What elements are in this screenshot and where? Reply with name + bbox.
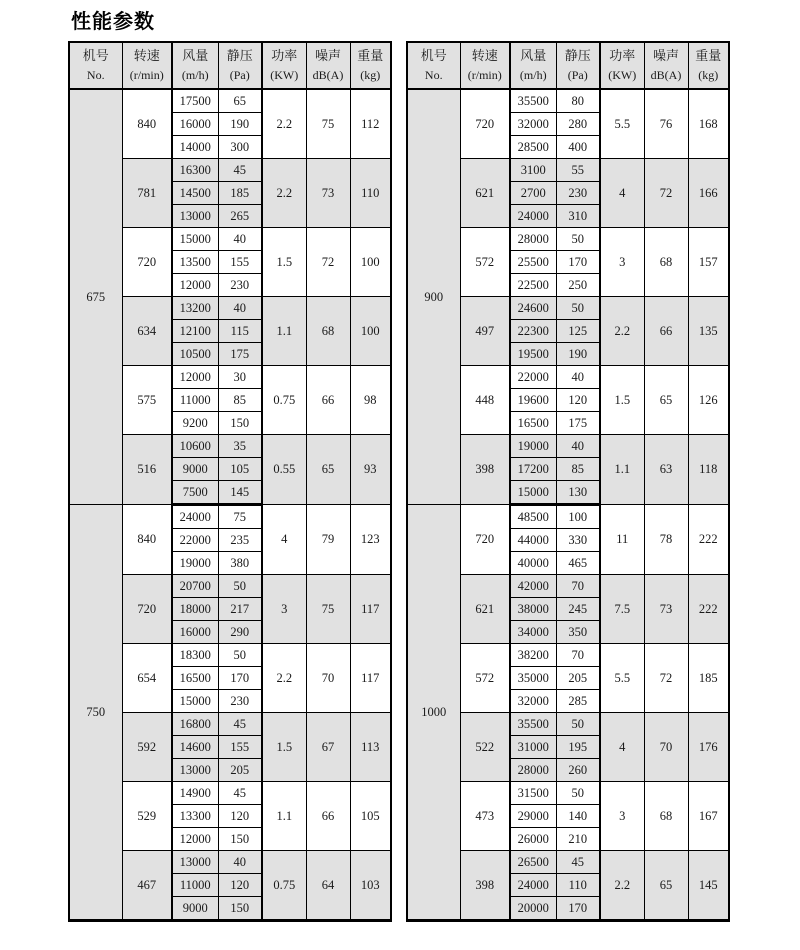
weight-cell: 145 [688,851,729,921]
pressure-cell: 155 [218,736,262,759]
weight-cell: 93 [350,435,391,505]
airflow-cell: 12000 [172,366,218,389]
pressure-cell: 35 [218,435,262,458]
pressure-cell: 80 [556,89,600,113]
col-header-noise-zh: 噪声 [314,47,341,63]
model-cell: 900 [407,89,460,505]
col-header-speed-zh: 转速 [471,47,498,63]
airflow-cell: 13500 [172,251,218,274]
airflow-cell: 24600 [510,297,556,320]
airflow-cell: 22300 [510,320,556,343]
col-header-power-en: (KW) [270,68,299,83]
airflow-cell: 3100 [510,159,556,182]
airflow-cell: 25500 [510,251,556,274]
airflow-cell: 31500 [510,782,556,805]
pressure-cell: 400 [556,136,600,159]
noise-cell: 75 [306,89,350,159]
airflow-cell: 31000 [510,736,556,759]
airflow-cell: 2700 [510,182,556,205]
weight-cell: 168 [688,89,729,159]
pressure-cell: 175 [218,343,262,366]
weight-cell: 98 [350,366,391,435]
pressure-cell: 50 [556,297,600,320]
airflow-cell: 24000 [172,505,218,529]
col-header-noise [306,42,350,89]
weight-cell: 222 [688,575,729,644]
weight-cell: 118 [688,435,729,505]
model-cell: 750 [69,505,122,921]
airflow-cell: 26500 [510,851,556,874]
speed-cell: 575 [122,366,172,435]
power-cell: 1.5 [262,228,306,297]
table-row [69,505,391,529]
power-cell: 4 [262,505,306,575]
weight-cell: 113 [350,713,391,782]
airflow-cell: 12000 [172,274,218,297]
pressure-cell: 230 [218,274,262,297]
col-header-weight-zh: 重量 [357,47,384,63]
col-header-pressure [218,42,262,89]
noise-cell: 72 [306,228,350,297]
speed-cell: 720 [460,89,510,159]
pressure-cell: 40 [218,297,262,320]
power-cell: 0.75 [262,851,306,921]
pressure-cell: 195 [556,736,600,759]
pressure-cell: 245 [556,598,600,621]
noise-cell: 63 [644,435,688,505]
power-cell: 4 [600,159,644,228]
power-cell: 3 [262,575,306,644]
noise-cell: 73 [306,159,350,228]
col-header-power-zh: 功率 [609,47,636,63]
pressure-cell: 105 [218,458,262,481]
airflow-cell: 12000 [172,828,218,851]
pressure-cell: 85 [218,389,262,412]
airflow-cell: 35500 [510,89,556,113]
pressure-cell: 50 [218,575,262,598]
pressure-cell: 45 [556,851,600,874]
pressure-cell: 85 [556,458,600,481]
pressure-cell: 217 [218,598,262,621]
pressure-cell: 50 [556,782,600,805]
weight-cell: 166 [688,159,729,228]
speed-cell: 522 [460,713,510,782]
pressure-cell: 150 [218,828,262,851]
pressure-cell: 230 [218,690,262,713]
weight-cell: 167 [688,782,729,851]
speed-cell: 781 [122,159,172,228]
power-cell: 3 [600,782,644,851]
noise-cell: 68 [644,228,688,297]
airflow-cell: 13200 [172,297,218,320]
page-title: 性能参数 [71,11,155,33]
noise-cell: 79 [306,505,350,575]
noise-cell: 65 [306,435,350,505]
airflow-cell: 16500 [172,667,218,690]
pressure-cell: 30 [218,366,262,389]
pressure-cell: 115 [218,320,262,343]
noise-cell: 72 [644,159,688,228]
speed-cell: 621 [460,159,510,228]
pressure-cell: 100 [556,505,600,529]
airflow-cell: 11000 [172,874,218,897]
airflow-cell: 22500 [510,274,556,297]
pressure-cell: 40 [218,851,262,874]
table-row [69,89,391,113]
pressure-cell: 210 [556,828,600,851]
pressure-cell: 50 [556,713,600,736]
noise-cell: 73 [644,575,688,644]
speed-cell: 592 [122,713,172,782]
pressure-cell: 170 [218,667,262,690]
speed-cell: 840 [122,89,172,159]
col-header-model-zh: 机号 [82,47,109,63]
airflow-cell: 18000 [172,598,218,621]
airflow-cell: 17500 [172,89,218,113]
col-header-airflow-en: (m/h) [519,68,547,83]
airflow-cell: 38200 [510,644,556,667]
pressure-cell: 40 [556,435,600,458]
table-row [407,89,729,113]
pressure-cell: 120 [218,874,262,897]
weight-cell: 176 [688,713,729,782]
noise-cell: 70 [644,713,688,782]
weight-cell: 126 [688,366,729,435]
airflow-cell: 10600 [172,435,218,458]
airflow-cell: 18300 [172,644,218,667]
airflow-cell: 28000 [510,228,556,251]
power-cell: 1.1 [262,782,306,851]
airflow-cell: 24000 [510,205,556,228]
col-header-model-en: No. [424,68,443,83]
airflow-cell: 13000 [172,759,218,782]
model-cell: 675 [69,89,122,505]
airflow-cell: 7500 [172,481,218,505]
power-cell: 2.2 [600,851,644,921]
weight-cell: 222 [688,505,729,575]
col-header-airflow [172,42,218,89]
airflow-cell: 48500 [510,505,556,529]
noise-cell: 65 [644,851,688,921]
pressure-cell: 190 [556,343,600,366]
airflow-cell: 14000 [172,136,218,159]
noise-cell: 66 [306,782,350,851]
pressure-cell: 185 [218,182,262,205]
airflow-cell: 15000 [510,481,556,505]
performance-table-left [68,41,392,922]
pressure-cell: 65 [218,89,262,113]
pressure-cell: 235 [218,529,262,552]
pressure-cell: 120 [218,805,262,828]
pressure-cell: 170 [556,897,600,921]
noise-cell: 68 [306,297,350,366]
col-header-power [262,42,306,89]
col-header-airflow-zh: 风量 [520,47,547,63]
power-cell: 7.5 [600,575,644,644]
col-header-model-en: No. [86,68,105,83]
pressure-cell: 40 [556,366,600,389]
pressure-cell: 40 [218,228,262,251]
speed-cell: 516 [122,435,172,505]
pressure-cell: 45 [218,782,262,805]
weight-cell: 157 [688,228,729,297]
performance-tables-row [68,41,730,922]
weight-cell: 100 [350,228,391,297]
speed-cell: 448 [460,366,510,435]
speed-cell: 529 [122,782,172,851]
weight-cell: 185 [688,644,729,713]
col-header-pressure-zh: 静压 [564,47,591,63]
pressure-cell: 230 [556,182,600,205]
noise-cell: 66 [644,297,688,366]
power-cell: 5.5 [600,644,644,713]
pressure-cell: 150 [218,897,262,921]
power-cell: 11 [600,505,644,575]
col-header-weight-zh: 重量 [695,47,722,63]
pressure-cell: 55 [556,159,600,182]
pressure-cell: 205 [556,667,600,690]
airflow-cell: 34000 [510,621,556,644]
airflow-cell: 19000 [510,435,556,458]
airflow-cell: 16000 [172,113,218,136]
pressure-cell: 140 [556,805,600,828]
noise-cell: 67 [306,713,350,782]
noise-cell: 65 [644,366,688,435]
airflow-cell: 32000 [510,690,556,713]
speed-cell: 398 [460,435,510,505]
pressure-cell: 330 [556,529,600,552]
airflow-cell: 22000 [172,529,218,552]
pressure-cell: 45 [218,713,262,736]
power-cell: 4 [600,713,644,782]
speed-cell: 720 [460,505,510,575]
weight-cell: 103 [350,851,391,921]
speed-cell: 720 [122,575,172,644]
noise-cell: 68 [644,782,688,851]
airflow-cell: 13000 [172,851,218,874]
speed-cell: 634 [122,297,172,366]
airflow-cell: 9000 [172,458,218,481]
speed-cell: 473 [460,782,510,851]
weight-cell: 112 [350,89,391,159]
pressure-cell: 300 [218,136,262,159]
power-cell: 1.5 [600,366,644,435]
col-header-model [407,42,460,89]
col-header-speed-zh: 转速 [133,47,160,63]
airflow-cell: 38000 [510,598,556,621]
col-header-model [69,42,122,89]
pressure-cell: 120 [556,389,600,412]
speed-cell: 398 [460,851,510,921]
noise-cell: 78 [644,505,688,575]
col-header-airflow-zh: 风量 [182,47,209,63]
col-header-weight [350,42,391,89]
pressure-cell: 350 [556,621,600,644]
pressure-cell: 205 [218,759,262,782]
airflow-cell: 11000 [172,389,218,412]
noise-cell: 64 [306,851,350,921]
weight-cell: 123 [350,505,391,575]
pressure-cell: 250 [556,274,600,297]
col-header-noise-en: dB(A) [312,68,344,83]
weight-cell: 117 [350,644,391,713]
pressure-cell: 170 [556,251,600,274]
pressure-cell: 265 [218,205,262,228]
power-cell: 2.2 [600,297,644,366]
airflow-cell: 24000 [510,874,556,897]
pressure-cell: 280 [556,113,600,136]
power-cell: 0.75 [262,366,306,435]
col-header-noise-en: dB(A) [650,68,682,83]
col-header-weight-en: (kg) [698,68,719,83]
weight-cell: 100 [350,297,391,366]
speed-cell: 840 [122,505,172,575]
airflow-cell: 19000 [172,552,218,575]
airflow-cell: 28500 [510,136,556,159]
airflow-cell: 35500 [510,713,556,736]
airflow-cell: 9000 [172,897,218,921]
pressure-cell: 50 [556,228,600,251]
power-cell: 3 [600,228,644,297]
power-cell: 2.2 [262,159,306,228]
pressure-cell: 75 [218,505,262,529]
col-header-noise [644,42,688,89]
pressure-cell: 130 [556,481,600,505]
airflow-cell: 17200 [510,458,556,481]
pressure-cell: 465 [556,552,600,575]
weight-cell: 110 [350,159,391,228]
speed-cell: 467 [122,851,172,921]
col-header-speed [460,42,510,89]
pressure-cell: 125 [556,320,600,343]
pressure-cell: 110 [556,874,600,897]
pressure-cell: 310 [556,205,600,228]
pressure-cell: 290 [218,621,262,644]
speed-cell: 654 [122,644,172,713]
airflow-cell: 10500 [172,343,218,366]
col-header-pressure [556,42,600,89]
speed-cell: 572 [460,644,510,713]
col-header-speed-en: (r/min) [129,68,164,83]
airflow-cell: 20700 [172,575,218,598]
col-header-speed-en: (r/min) [467,68,502,83]
airflow-cell: 16500 [510,412,556,435]
speed-cell: 497 [460,297,510,366]
pressure-cell: 260 [556,759,600,782]
power-cell: 1.1 [262,297,306,366]
pressure-cell: 155 [218,251,262,274]
col-header-airflow [510,42,556,89]
power-cell: 1.1 [600,435,644,505]
noise-cell: 66 [306,366,350,435]
airflow-cell: 29000 [510,805,556,828]
power-cell: 2.2 [262,644,306,713]
performance-table-right [406,41,730,922]
power-cell: 1.5 [262,713,306,782]
weight-cell: 135 [688,297,729,366]
pressure-cell: 285 [556,690,600,713]
weight-cell: 117 [350,575,391,644]
header-row [407,42,729,89]
col-header-weight [688,42,729,89]
airflow-cell: 15000 [172,228,218,251]
airflow-cell: 12100 [172,320,218,343]
pressure-cell: 70 [556,644,600,667]
col-header-pressure-en: (Pa) [567,68,588,83]
airflow-cell: 32000 [510,113,556,136]
airflow-cell: 42000 [510,575,556,598]
pressure-cell: 190 [218,113,262,136]
weight-cell: 105 [350,782,391,851]
speed-cell: 621 [460,575,510,644]
airflow-cell: 40000 [510,552,556,575]
col-header-pressure-zh: 静压 [226,47,253,63]
col-header-pressure-en: (Pa) [229,68,250,83]
pressure-cell: 45 [218,159,262,182]
col-header-airflow-en: (m/h) [181,68,209,83]
power-cell: 5.5 [600,89,644,159]
noise-cell: 70 [306,644,350,713]
airflow-cell: 15000 [172,690,218,713]
col-header-power-en: (KW) [608,68,637,83]
airflow-cell: 22000 [510,366,556,389]
power-cell: 2.2 [262,89,306,159]
pressure-cell: 175 [556,412,600,435]
col-header-noise-zh: 噪声 [652,47,679,63]
noise-cell: 72 [644,644,688,713]
pressure-cell: 380 [218,552,262,575]
airflow-cell: 13300 [172,805,218,828]
pressure-cell: 150 [218,412,262,435]
airflow-cell: 35000 [510,667,556,690]
airflow-cell: 20000 [510,897,556,921]
pressure-cell: 50 [218,644,262,667]
col-header-speed [122,42,172,89]
airflow-cell: 16800 [172,713,218,736]
airflow-cell: 28000 [510,759,556,782]
model-cell: 1000 [407,505,460,921]
table-row [407,505,729,529]
col-header-power-zh: 功率 [271,47,298,63]
speed-cell: 572 [460,228,510,297]
col-header-power [600,42,644,89]
airflow-cell: 14900 [172,782,218,805]
noise-cell: 75 [306,575,350,644]
airflow-cell: 13000 [172,205,218,228]
power-cell: 0.55 [262,435,306,505]
airflow-cell: 19500 [510,343,556,366]
col-header-model-zh: 机号 [420,47,447,63]
airflow-cell: 14500 [172,182,218,205]
airflow-cell: 16300 [172,159,218,182]
airflow-cell: 16000 [172,621,218,644]
airflow-cell: 26000 [510,828,556,851]
speed-cell: 720 [122,228,172,297]
col-header-weight-en: (kg) [360,68,381,83]
pressure-cell: 70 [556,575,600,598]
airflow-cell: 9200 [172,412,218,435]
airflow-cell: 19600 [510,389,556,412]
noise-cell: 76 [644,89,688,159]
header-row [69,42,391,89]
airflow-cell: 14600 [172,736,218,759]
pressure-cell: 145 [218,481,262,505]
airflow-cell: 44000 [510,529,556,552]
